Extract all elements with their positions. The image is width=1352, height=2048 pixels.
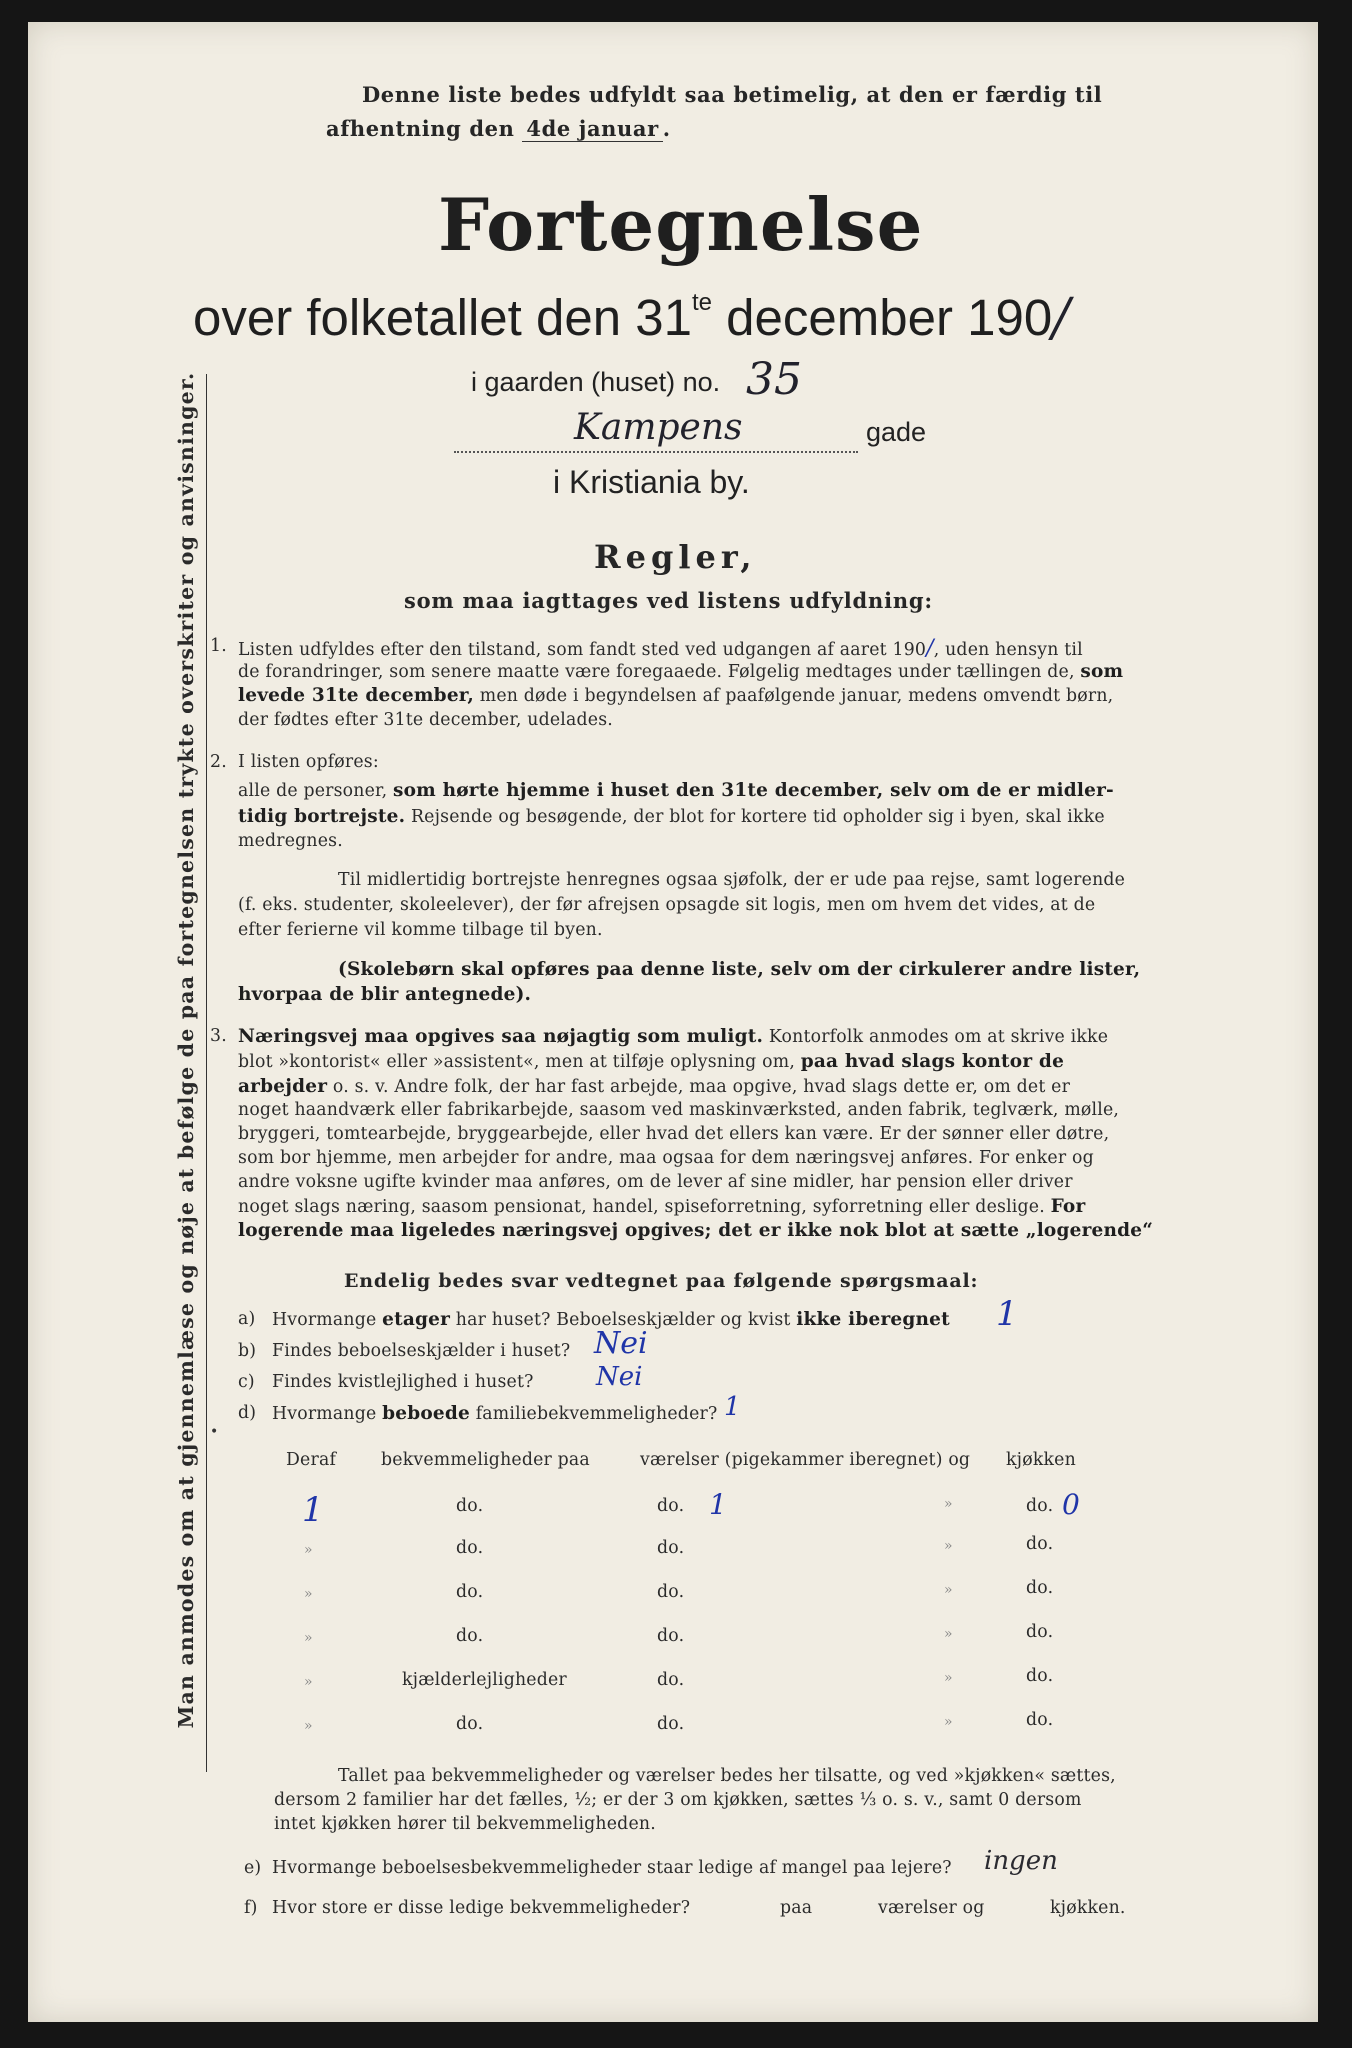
table-row-dot: » xyxy=(944,1714,953,1730)
gaarden-label: i gaarden (huset) no. xyxy=(471,367,721,397)
question-a-label: a) xyxy=(238,1309,256,1329)
table-row-type: do. xyxy=(456,1538,484,1558)
table-header-kjokken: kjøkken xyxy=(1006,1450,1076,1470)
subtitle-sup: te xyxy=(692,289,713,316)
rule-1-number: 1. xyxy=(210,636,227,656)
question-a-part: Hvormange xyxy=(272,1310,377,1330)
rule-1-text: Listen udfyldes efter den tilstand, som fandt sted ved udgangen af aaret 190 xyxy=(238,640,927,660)
question-e-answer: ingen xyxy=(984,1846,1058,1876)
rule-3-text: noget slags næring, saasom pensionat, handel, spiseforretning, syforretning eller deslige. xyxy=(238,1197,1045,1217)
rule-1-line-1 xyxy=(238,636,1083,661)
table-header-deraf: Deraf xyxy=(286,1450,337,1470)
rule-3-line-9: logerende maa ligeledes næringsvej opgives; det er ikke nok blot at sætte „logerende“ xyxy=(238,1220,1154,1241)
table-row-rooms-label: do. xyxy=(657,1538,685,1558)
rule-3-emph: arbejder xyxy=(238,1076,328,1097)
rule-1-line-4: der fødtes efter 31te december, udelades. xyxy=(238,710,613,730)
rule-3-line-2 xyxy=(238,1051,1064,1072)
question-f-text: Hvor store er disse ledige bekvemmeligheder? xyxy=(272,1898,691,1918)
rule-1-text-end: , uden hensyn til xyxy=(933,640,1083,660)
question-c-label: c) xyxy=(238,1372,255,1392)
side-instruction-text: Man anmodes om at gjennemlæse og nøje at befølge de paa fortegnelsen trykte overskriter og anvisninger. xyxy=(174,371,198,1729)
question-b-label: b) xyxy=(238,1341,257,1361)
rule-2-para2-line-1: Til midlertidig bortrejste henregnes ogsaa sjøfolk, der er ude paa rejse, samt logerende xyxy=(338,870,1126,890)
rule-3-line-4: noget haandværk eller fabrikarbejde, saasom ved maskinværksted, anden fabrik, teglværk, mølle, xyxy=(238,1100,1120,1120)
table-row-type: do. xyxy=(456,1626,484,1646)
rule-2-intro: I listen opføres: xyxy=(238,752,379,772)
table-header-vaerelser: værelser (pigekammer iberegnet) og xyxy=(640,1450,971,1470)
table-row-dot: » xyxy=(944,1670,953,1686)
table-row-count: » xyxy=(304,1542,313,1558)
question-d-part: familiebekvemmeligheder? xyxy=(475,1404,718,1424)
rule-1-line-2 xyxy=(238,661,1123,682)
question-c-text: Findes kvistlejlighed i huset? xyxy=(272,1372,534,1392)
table-row-count: 1 xyxy=(302,1490,324,1530)
question-f-kjokken: kjøkken. xyxy=(1050,1898,1126,1918)
question-d-text xyxy=(272,1403,717,1424)
question-a-part: har huset? Beboelseskjælder og kvist xyxy=(455,1310,791,1330)
rule-3-line-6: som bor hjemme, men arbejder for andre, maa ogsaa for dem næringsvej anføres. For enker og xyxy=(238,1148,1094,1168)
rule-1-text: men døde i begyndelsen af paafølgende januar, medens omvendt børn, xyxy=(479,686,1114,706)
rule-2-emph: tidig bortrejste. xyxy=(238,806,406,827)
question-a-emph: etager xyxy=(382,1309,451,1330)
page-title: Fortegnelse xyxy=(438,182,924,267)
note-line-1: Tallet paa bekvemmeligheder og værelser bedes her tilsatte, og ved »kjøkken« sættes, xyxy=(338,1766,1116,1786)
table-row-kitchen-label: do. xyxy=(1026,1622,1054,1642)
rule-3-number: 3. xyxy=(210,1026,227,1046)
rule-3-line-3 xyxy=(238,1076,1070,1097)
note-line-2: dersom 2 familier har det fælles, ½; er der 3 om kjøkken, sættes ⅓ o. s. v., samt 0 dersom xyxy=(274,1790,1082,1810)
question-d-emph: beboede xyxy=(382,1403,470,1424)
notice-date: 4de januar xyxy=(522,116,662,142)
rule-3-text: Kontorfolk anmodes om at skrive ikke xyxy=(768,1027,1109,1047)
table-row-rooms: 1 xyxy=(709,1488,727,1521)
table-row-dot: » xyxy=(944,1538,953,1554)
house-number: 35 xyxy=(746,354,802,405)
rule-3-text: o. s. v. Andre folk, der har fast arbejde, maa opgive, hvad slags dette er, om det er xyxy=(332,1077,1071,1097)
table-row-count: » xyxy=(304,1586,313,1602)
census-form-page xyxy=(28,22,1318,2022)
rule-2-para3-line-1: (Skolebørn skal opføres paa denne liste, selv om der cirkulerer andre lister, xyxy=(338,959,1141,980)
note-line-3: intet kjøkken hører til bekvemmeligheden. xyxy=(274,1814,656,1834)
table-row-kitchen-label: do. xyxy=(1026,1578,1054,1598)
table-row-type: do. xyxy=(456,1496,484,1516)
subtitle-year: december 190 xyxy=(712,289,1053,346)
question-b-text: Findes beboelseskjælder i huset? xyxy=(272,1341,571,1361)
rule-2-line-3: medregnes. xyxy=(238,831,343,851)
rule-3-line-7: andre voksne ugifte kvinder maa anføres, om de lever af sine midler, har pension eller driver xyxy=(238,1172,1073,1192)
question-e-label: e) xyxy=(244,1858,262,1878)
rule-2-para3-line-2: hvorpaa de blir antegnede). xyxy=(238,984,532,1005)
notice-line-2 xyxy=(326,116,671,141)
table-row-rooms-label: do. xyxy=(657,1714,685,1734)
street-name-field xyxy=(454,407,858,453)
table-row-kitchen-label: do. xyxy=(1026,1496,1054,1516)
question-d-answer: 1 xyxy=(724,1392,741,1422)
rules-heading: Regler, xyxy=(594,538,757,576)
rule-2-line-2 xyxy=(238,806,1105,827)
table-row-kitchen-label: do. xyxy=(1026,1534,1054,1554)
table-row-kitchen-label: do. xyxy=(1026,1710,1054,1730)
question-b-answer: Nei xyxy=(594,1326,648,1361)
rule-3-line-5: bryggeri, tomtearbejde, bryggearbejde, eller hvad det ellers kan være. Er der sønner eller døtre, xyxy=(238,1124,1110,1144)
question-f-label: f) xyxy=(244,1898,258,1918)
question-f-paa: paa xyxy=(780,1898,813,1918)
question-a-answer: 1 xyxy=(996,1294,1018,1334)
question-d-part: Hvormange xyxy=(272,1404,377,1424)
rule-1-emph: som xyxy=(1080,661,1124,682)
question-d-label: d) xyxy=(238,1403,257,1423)
table-row-rooms-label: do. xyxy=(657,1496,685,1516)
rule-3-emph: paa hvad slags kontor de xyxy=(800,1051,1065,1072)
city-label: i Kristiania by. xyxy=(553,464,750,500)
rule-2-emph: som hørte hjemme i huset den 31te december, selv om de er midler- xyxy=(393,780,1114,801)
rule-2-number: 2. xyxy=(210,752,227,772)
street-suffix: gade xyxy=(866,417,927,447)
rule-2-para2-line-3: efter ferierne vil komme tilbage til byen. xyxy=(238,920,603,940)
question-e-text: Hvormange beboelsesbekvemmeligheder staar ledige af mangel paa lejere? xyxy=(272,1858,952,1878)
table-row-rooms-label: do. xyxy=(657,1670,685,1690)
table-row-count: » xyxy=(304,1674,313,1690)
question-a-emph: ikke iberegnet xyxy=(796,1309,950,1330)
table-header-bekv: bekvemmeligheder paa xyxy=(381,1450,590,1470)
rule-3-line-1 xyxy=(238,1026,1108,1047)
table-row-dot: » xyxy=(944,1496,953,1512)
rule-3-line-8 xyxy=(238,1196,1085,1217)
table-row-type: kjælderlejligheder xyxy=(402,1670,567,1690)
table-row-kitchen-label: do. xyxy=(1026,1666,1054,1686)
subtitle-year-handwritten: / xyxy=(1052,288,1070,348)
table-row-rooms-label: do. xyxy=(657,1582,685,1602)
table-row-kitchen: 0 xyxy=(1062,1488,1080,1521)
rule-1-text: de forandringer, som senere maatte være foregaaede. Følgelig medtages under tællingen de, xyxy=(238,662,1075,682)
rule-1-emph: levede 31te december, xyxy=(238,685,475,706)
table-row-type: do. xyxy=(456,1714,484,1734)
table-row-dot: » xyxy=(944,1582,953,1598)
questions-heading: Endelig bedes svar vedtegnet paa følgende spørgsmaal: xyxy=(344,1270,979,1292)
rule-2-text: alle de personer, xyxy=(238,781,388,801)
table-row-count: » xyxy=(304,1630,313,1646)
rules-subheading: som maa iagttages ved listens udfyldning: xyxy=(404,588,933,613)
notice-line-1: Denne liste bedes udfyldt saa betimelig, at den er færdig til xyxy=(362,82,1103,107)
rule-2-para2-line-2: (f. eks. studenter, skoleelever), der før afrejsen opsagde sit logis, men om hvem det vides, at de xyxy=(238,895,1096,915)
rule-1-year-handwritten: / xyxy=(926,636,934,661)
margin-mark: • xyxy=(210,1424,219,1440)
side-margin-rule xyxy=(206,374,207,1772)
street-name: Kampens xyxy=(574,407,743,448)
question-c-answer: Nei xyxy=(596,1362,643,1392)
rule-3-emph: Næringsvej maa opgives saa nøjagtig som muligt. xyxy=(238,1026,764,1047)
table-row-type: do. xyxy=(456,1582,484,1602)
rule-2-text: Rejsende og besøgende, der blot for kortere tid opholder sig i byen, skal ikke xyxy=(410,807,1105,827)
notice-end: . xyxy=(662,116,671,141)
rule-3-emph: For xyxy=(1050,1196,1086,1217)
subtitle-text: over folketallet den 31 xyxy=(193,289,692,346)
table-row-dot: » xyxy=(944,1626,953,1642)
rule-1-line-3 xyxy=(238,685,1113,706)
rule-3-text: blot »kontorist« eller »assistent«, men at tilføje oplysning om, xyxy=(238,1052,796,1072)
notice-prefix: afhentning den xyxy=(326,116,523,141)
question-f-vaerelser: værelser og xyxy=(878,1898,985,1918)
table-row-count: » xyxy=(304,1718,313,1734)
table-row-rooms-label: do. xyxy=(657,1626,685,1646)
page-subtitle xyxy=(193,288,1070,348)
rule-2-line-1 xyxy=(238,780,1114,801)
